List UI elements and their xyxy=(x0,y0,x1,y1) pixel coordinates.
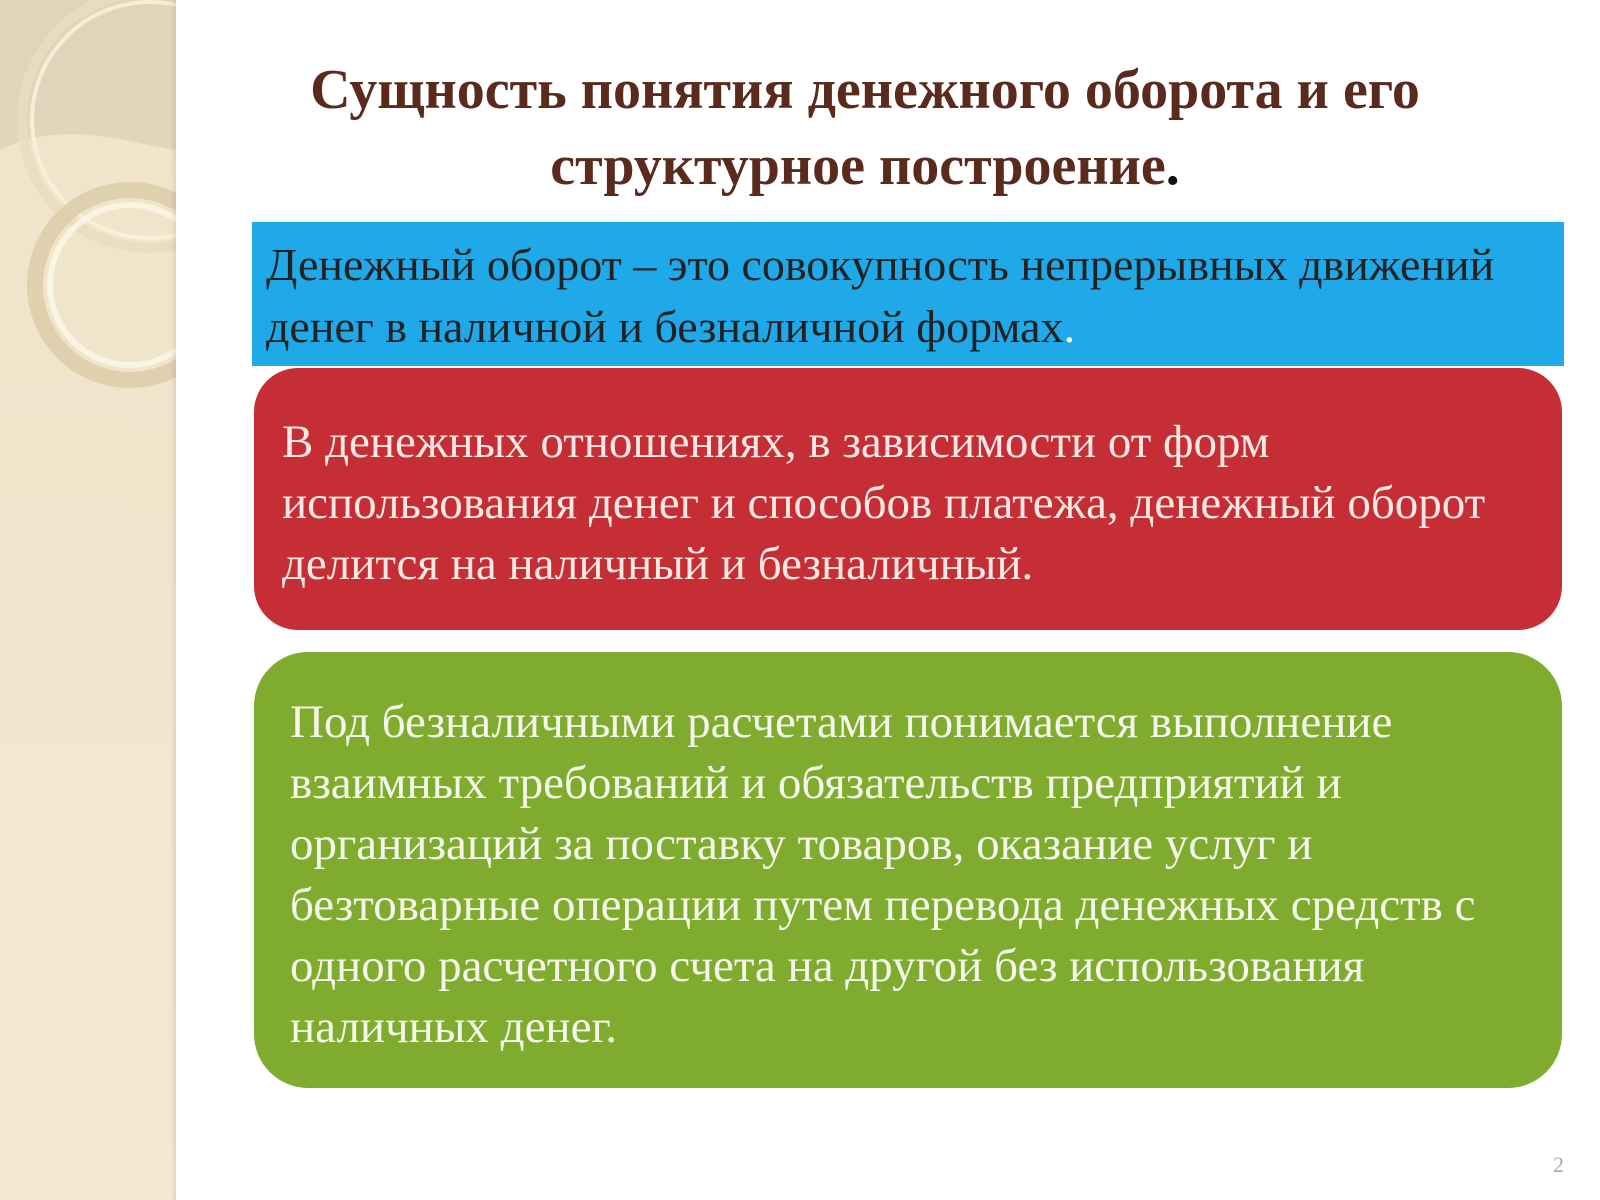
slide-title-dot: . xyxy=(1165,135,1180,197)
red-info-text: В денежных отношениях, в зависимости от форм использования денег и способов платежа, денежный оборот делится на наличный и безналичный. xyxy=(282,416,1486,590)
decorative-rings-icon xyxy=(0,0,176,1200)
slide-title xyxy=(200,52,1530,204)
green-info-block xyxy=(254,652,1562,1088)
red-info-block xyxy=(254,368,1562,630)
green-info-text: Под безналичными расчетами понимается выполнение взаимных требований и обязательств предприятий и организаций за поставку товаров, оказание услуг и безтоварные операции путем перевода денежных средств с одного расчетного счета на другой без использования наличных денег. xyxy=(290,696,1476,1053)
definition-dot: . xyxy=(1063,301,1076,352)
slide-title-text: Сущность понятия денежного оборота и его структурное построение xyxy=(310,59,1420,197)
definition-text: Денежный оборот – это совокупность непрерывных движений денег в наличной и безналичной формах xyxy=(266,239,1495,352)
definition-box xyxy=(252,222,1564,366)
page-number: 2 xyxy=(1553,1152,1564,1177)
decorative-side-panel xyxy=(0,0,176,1200)
